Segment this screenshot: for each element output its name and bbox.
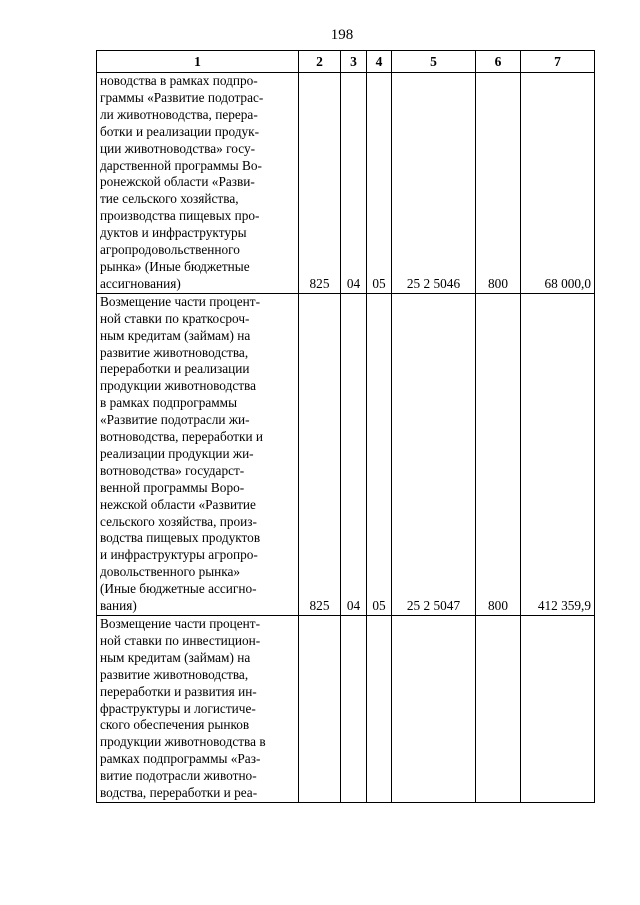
description-line: довольственного рынка» — [100, 564, 241, 580]
description-line: ной ставки по инвестицион- — [100, 632, 261, 648]
cell-amount: 412 359,9 — [521, 293, 595, 615]
description-line: витие подотрасли животно- — [100, 768, 257, 784]
header-col-4: 4 — [367, 51, 392, 73]
description-line: в рамках подпрограммы — [100, 395, 238, 411]
cell-subsection: 05 — [367, 73, 392, 294]
header-col-6: 6 — [476, 51, 521, 73]
description-line: продукции животноводства в — [100, 734, 266, 750]
description-line: вания) — [100, 598, 137, 614]
cell-ministry-code: 825 — [299, 73, 341, 294]
description-line: производства пищевых про- — [100, 208, 260, 224]
description-line: сельского хозяйства, произ- — [100, 513, 257, 529]
header-col-1: 1 — [97, 51, 299, 73]
description-line: Возмещение части процент- — [100, 616, 261, 631]
description-line: дарственной программы Во- — [100, 157, 262, 173]
header-col-3: 3 — [341, 51, 367, 73]
description-line: ботки и реализации продук- — [100, 123, 260, 139]
description-line: нежской области «Развитие — [100, 496, 256, 512]
cell-target-article — [392, 616, 476, 803]
description-line: «Развитие подотрасли жи- — [100, 412, 250, 428]
description-line: ной ставки по краткосроч- — [100, 310, 250, 326]
description-line: дуктов и инфраструктуры — [100, 225, 247, 241]
page-number: 198 — [330, 27, 354, 43]
description-line: водства, переработки и реа- — [100, 785, 258, 801]
budget-table — [96, 50, 595, 803]
description-line: развитие животноводства, — [100, 666, 249, 682]
cell-expense-type — [476, 616, 521, 803]
row-description — [97, 73, 299, 294]
cell-expense-type: 800 — [476, 293, 521, 615]
description-line: вотноводства, переработки и — [100, 429, 264, 445]
description-line: вотноводства» государст- — [100, 462, 245, 478]
row-description — [97, 616, 299, 803]
description-line: ронежской области «Разви- — [100, 174, 255, 190]
description-line: переработки и развития ин- — [100, 683, 257, 699]
description-line: реализации продукции жи- — [100, 445, 254, 461]
cell-section: 04 — [341, 73, 367, 294]
description-line: агропродовольственного — [100, 242, 240, 258]
cell-ministry-code — [299, 616, 341, 803]
cell-section: 04 — [341, 293, 367, 615]
description-line: рамках подпрограммы «Раз- — [100, 751, 261, 767]
description-line: рынка» (Иные бюджетные — [100, 258, 250, 274]
description-line: переработки и реализации — [100, 361, 250, 377]
table-row — [97, 73, 595, 294]
description-line: (Иные бюджетные ассигно- — [100, 581, 257, 597]
description-line: венной программы Воро- — [100, 479, 245, 495]
table-row — [97, 293, 595, 615]
description-line: ли животноводства, перера- — [100, 106, 258, 122]
description-line: водства пищевых продуктов — [100, 530, 261, 546]
description-line: ным кредитам (займам) на — [100, 649, 251, 665]
description-line: тие сельского хозяйства, — [100, 191, 239, 207]
row-description — [97, 293, 299, 615]
description-line: граммы «Развитие подотрас- — [100, 89, 264, 105]
description-line: ассигнования) — [100, 275, 181, 291]
header-col-2: 2 — [299, 51, 341, 73]
cell-amount: 68 000,0 — [521, 73, 595, 294]
cell-subsection — [367, 616, 392, 803]
cell-ministry-code: 825 — [299, 293, 341, 615]
description-line: продукции животноводства — [100, 378, 257, 394]
description-line: ции животноводства» госу- — [100, 140, 256, 156]
cell-target-article: 25 2 5047 — [392, 293, 476, 615]
cell-amount — [521, 616, 595, 803]
table-row — [97, 616, 595, 803]
header-col-7: 7 — [521, 51, 595, 73]
header-row — [97, 51, 595, 73]
description-line: развитие животноводства, — [100, 344, 249, 360]
cell-section — [341, 616, 367, 803]
cell-expense-type: 800 — [476, 73, 521, 294]
description-line: ского обеспечения рынков — [100, 717, 250, 733]
header-col-5: 5 — [392, 51, 476, 73]
description-line: новодства в рамках подпро- — [100, 73, 258, 88]
description-line: ным кредитам (займам) на — [100, 327, 251, 343]
description-line: и инфраструктуры агропро- — [100, 547, 258, 563]
cell-subsection: 05 — [367, 293, 392, 615]
description-line: Возмещение части процент- — [100, 293, 261, 309]
cell-target-article: 25 2 5046 — [392, 73, 476, 294]
description-line: фраструктуры и логистиче- — [100, 700, 256, 716]
